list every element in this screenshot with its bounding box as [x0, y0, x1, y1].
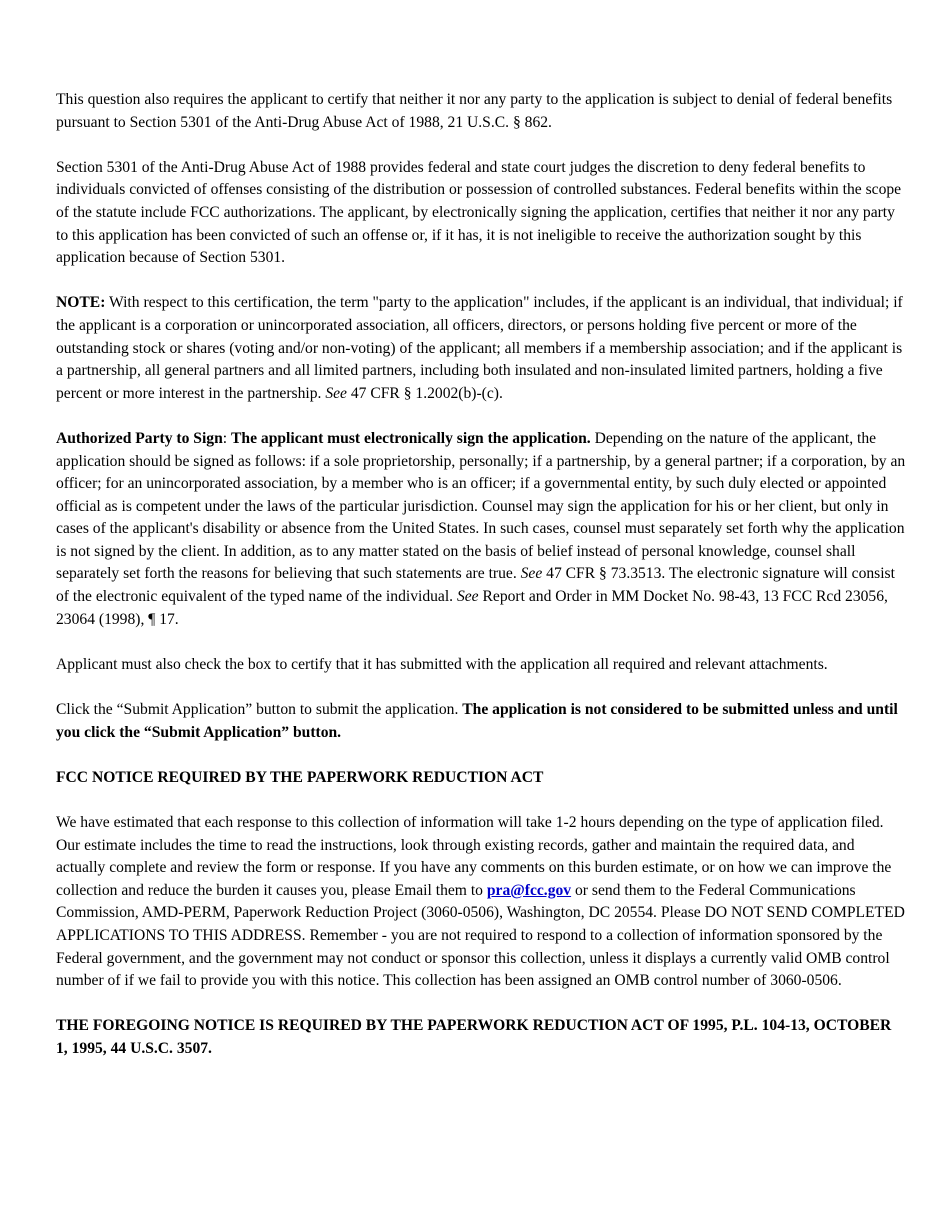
authorized-party-label: Authorized Party to Sign	[56, 429, 223, 447]
note-paragraph	[56, 292, 906, 405]
burden-estimate-text-1: We have estimated that each response to this collection of information will take 1-2 hours depending on the type of application filed. Our estimate includes the time to read the instructions, look through existing records, gather and maintain the required data, and actually complete and review the form or response. If you have any comments on this burden estimate, or on how we can improve the collection and reduce the burden it causes you, please Email them to	[56, 814, 892, 899]
authorized-party-text-3: Report and Order in MM Docket No. 98-43, 13 FCC Rcd 23056, 23064 (1998), ¶ 17.	[56, 588, 888, 628]
anti-drug-certification-paragraph: This question also requires the applicant to certify that neither it nor any party to the application is subject to denial of federal benefits pursuant to Section 5301 of the Anti-Drug Abuse Act of 1988, 21 U.S.C. § 862.	[56, 91, 893, 131]
note-see: See	[325, 384, 347, 402]
foregoing-notice: THE FOREGOING NOTICE IS REQUIRED BY THE PAPERWORK REDUCTION ACT OF 1995, P.L. 104-13, OCTOBER 1, 1995, 44 U.S.C. 3507.	[56, 1017, 892, 1057]
authorized-party-text-1: Depending on the nature of the applicant, the application should be signed as follows: if a sole proprietorship, personally; if a partnership, by a general partner; if a corporation, by an officer; for an unincorporated association, by a member who is an officer; if a governmental entity, by such duly elected or appointed official as is competent under the laws of the particular jurisdiction. Counsel may sign the application for his or her client, but only in cases of the applicant's disability or absence from the United States. In such cases, counsel must separately set forth why the application is not signed by the client. In addition, as to any matter stated on the basis of belief instead of personal knowledge, counsel shall separately set forth the reasons for believing that such statements are true.	[56, 429, 906, 583]
document-page	[56, 89, 906, 1083]
authorized-party-requirement: The applicant must electronically sign the application.	[231, 429, 591, 447]
submit-paragraph	[56, 699, 906, 744]
submit-warning: The application is not considered to be submitted unless and until you click the “Submit Application” button.	[56, 701, 898, 741]
authorized-party-see-1: See	[520, 565, 543, 583]
pra-email-link[interactable]: pra@fcc.gov	[486, 881, 572, 899]
authorized-party-colon: :	[222, 429, 231, 447]
burden-estimate-text-2: or send them to the Federal Communications Commission, AMD-PERM, Paperwork Reduction Project (3060-0506), Washington, DC 20554. Please DO NOT SEND COMPLETED APPLICATIONS TO THIS ADDRESS. Remember - you are not required to respond to a collection of information sponsored by the Federal government, and the government may not conduct or sponsor this collection, unless it displays a currently valid OMB control number of if we fail to provide you with this notice. This collection has been assigned an OMB control number of 3060-0506.	[56, 881, 905, 990]
submit-instruction: Click the “Submit Application” button to submit the application.	[56, 701, 463, 719]
authorized-party-paragraph	[56, 428, 906, 631]
burden-estimate-paragraph	[56, 812, 906, 993]
authorized-party-text-2: 47 CFR § 73.3513. The electronic signature will consist of the electronic equivalent of the typed name of the individual.	[56, 565, 895, 606]
fcc-notice-heading: FCC NOTICE REQUIRED BY THE PAPERWORK REDUCTION ACT	[56, 768, 544, 786]
note-text: With respect to this certification, the term "party to the application" includes, if the applicant is an individual, that individual; if the applicant is a corporation or unincorporated association, all officers, directors, or persons holding five percent or more of the outstanding stock or shares (voting and/or non-voting) of the applicant; all members if a membership association; and if the applicant is a partnership, all general partners and all limited partners, including both insulated and non-insulated limited partners, holding a five percent or more interest in the partnership.	[56, 294, 903, 402]
authorized-party-see-2: See	[456, 588, 479, 606]
note-label: NOTE:	[56, 294, 106, 312]
section-5301-paragraph: Section 5301 of the Anti-Drug Abuse Act of 1988 provides federal and state court judges the discretion to deny federal benefits to individuals convicted of offenses consisting of the distribution or possession of controlled substances. Federal benefits within the scope of the statute include FCC authorizations. The applicant, by electronically signing the application, certifies that neither it nor any party to this application has been convicted of such an offense or, if it has, it is not ineligible to receive the authorization sought by this application because of Section 5301.	[56, 158, 902, 267]
attachments-paragraph: Applicant must also check the box to certify that it has submitted with the application all required and relevant attachments.	[56, 655, 828, 673]
note-citation: 47 CFR § 1.2002(b)-(c).	[346, 384, 503, 402]
